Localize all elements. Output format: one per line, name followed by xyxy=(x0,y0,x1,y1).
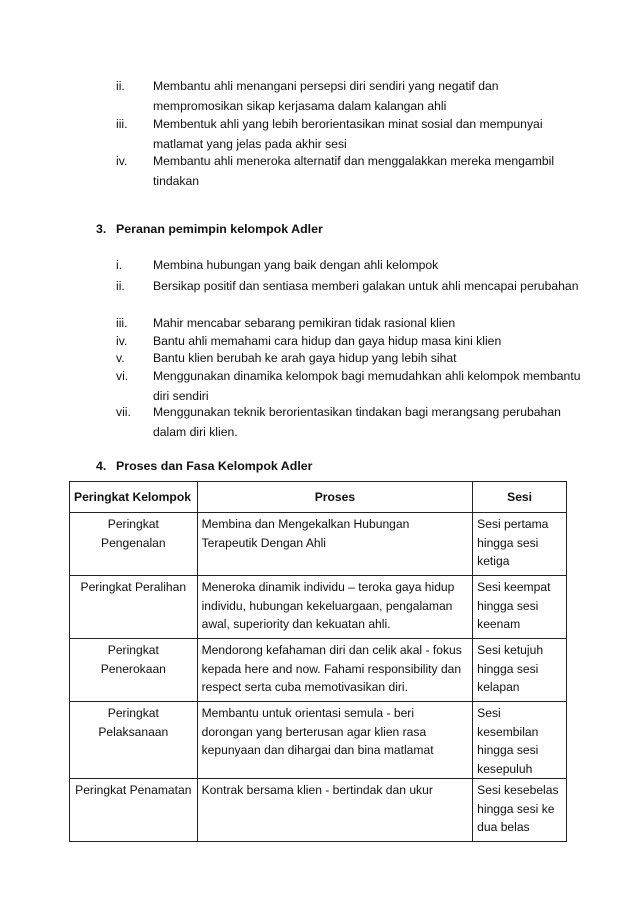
section-3-heading xyxy=(96,219,323,239)
table-row xyxy=(70,779,567,842)
list-item-number: ii. xyxy=(116,79,125,93)
cell-stage: Peringkat Peralihan xyxy=(70,576,198,639)
list-item-text: Bantu klien berubah ke arah gaya hidup yang lebih sihat xyxy=(153,351,457,365)
list-item-number: iii. xyxy=(116,117,128,131)
cell-session: Sesi keempat hingga sesi keenam xyxy=(473,576,567,639)
list-item-text: Bantu ahli memahami cara hidup dan gaya hidup masa kini klien xyxy=(153,334,502,348)
list-item-number: v. xyxy=(116,351,125,365)
cell-process: Membina dan Mengekalkan Hubungan Terapeutik Dengan Ahli xyxy=(197,513,473,576)
table-row xyxy=(70,639,567,702)
table-row xyxy=(70,513,567,576)
section-4-title: Proses dan Fasa Kelompok Adler xyxy=(116,459,313,473)
header-process: Proses xyxy=(197,482,473,513)
cell-session: Sesi kesebelas hingga sesi ke dua belas xyxy=(473,779,567,842)
list-item-text: Membina hubungan yang baik dengan ahli kelompok xyxy=(153,258,439,272)
section-4-number: 4. xyxy=(96,459,107,473)
list-item-number: iv. xyxy=(116,334,128,348)
list-item-number: iii. xyxy=(116,316,128,330)
cell-stage: Peringkat Penamatan xyxy=(70,779,198,842)
list-item-text: Membantu ahli menangani persepsi diri sendiri yang negatif dan mempromosikan sikap kerjasama dalam kalangan ahli xyxy=(153,79,499,113)
list-item-number: i. xyxy=(116,258,123,272)
list-item-number: vii. xyxy=(116,405,131,419)
section-3-number: 3. xyxy=(96,222,107,236)
cell-process: Membantu untuk orientasi semula - beri dorongan yang berterusan agar klien rasa kepunyaan dan dihargai dan bina matlamat xyxy=(197,702,473,779)
cell-stage: Peringkat Penerokaan xyxy=(70,639,198,702)
adler-phases-table xyxy=(69,481,567,842)
list-item-number: ii. xyxy=(116,279,125,293)
cell-process: Kontrak bersama klien - bertindak dan ukur xyxy=(197,779,473,842)
cell-session: Sesi ketujuh hingga sesi kelapan xyxy=(473,639,567,702)
section-3-title: Peranan pemimpin kelompok Adler xyxy=(116,222,323,236)
table-row xyxy=(70,702,567,779)
cell-stage: Peringkat Pelaksanaan xyxy=(70,702,198,779)
list-item-text: Mahir mencabar sebarang pemikiran tidak rasional klien xyxy=(153,316,456,330)
list-item-number: vi. xyxy=(116,369,129,383)
cell-stage: Peringkat Pengenalan xyxy=(70,513,198,576)
list-item-text: Bersikap positif dan sentiasa memberi galakan untuk ahli mencapai perubahan xyxy=(153,279,579,293)
cell-session: Sesi pertama hingga sesi ketiga xyxy=(473,513,567,576)
list-item-text: Menggunakan teknik berorientasikan tindakan bagi merangsang perubahan dalam diri klien. xyxy=(153,405,561,439)
table-header-row xyxy=(70,482,567,513)
cell-session: Sesi kesembilan hingga sesi kesepuluh xyxy=(473,702,567,779)
cell-process: Mendorong kefahaman diri dan celik akal - fokus kepada here and now. Fahami responsibility dan respect serta cuba memotivasikan diri. xyxy=(197,639,473,702)
section-4-heading xyxy=(96,456,312,476)
header-session: Sesi xyxy=(473,482,567,513)
table-row xyxy=(70,576,567,639)
list-item-text: Menggunakan dinamika kelompok bagi memudahkan ahli kelompok membantu diri sendiri xyxy=(153,369,581,403)
list-item-text: Membentuk ahli yang lebih berorientasikan minat sosial dan mempunyai matlamat yang jelas pada akhir sesi xyxy=(153,117,543,151)
cell-process: Meneroka dinamik individu – teroka gaya hidup individu, hubungan kekeluargaan, pengalaman awal, superiority dan kekuatan ahli. xyxy=(197,576,473,639)
list-item-text: Membantu ahli meneroka alternatif dan menggalakkan mereka mengambil tindakan xyxy=(153,154,555,188)
list-item-number: iv. xyxy=(116,154,128,168)
header-stage: Peringkat Kelompok xyxy=(70,482,198,513)
